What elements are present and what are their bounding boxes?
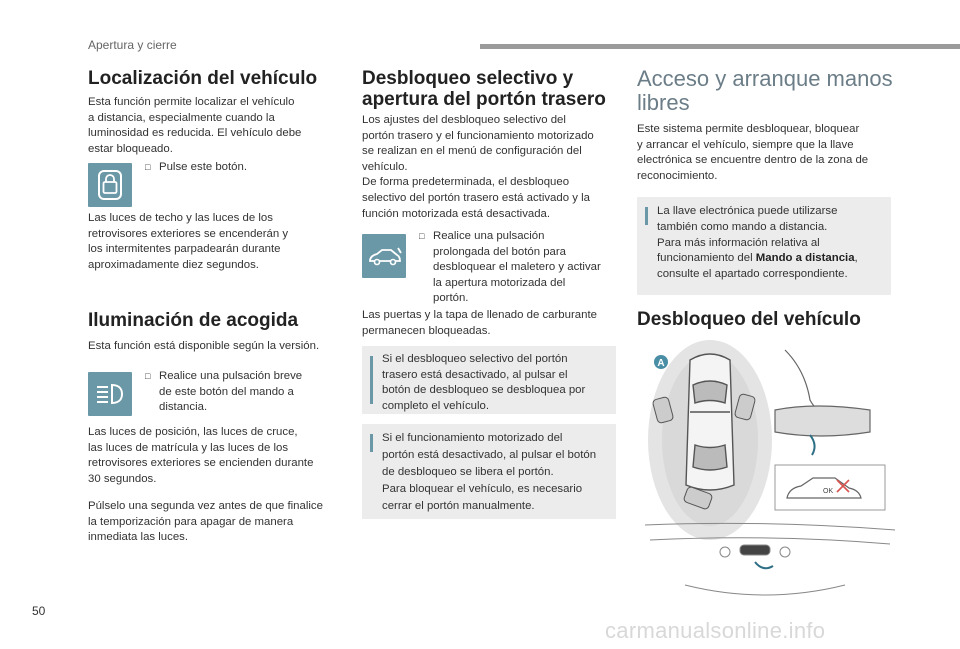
padlock-icon (88, 163, 132, 207)
headlight-button-tile (88, 372, 132, 416)
callout-a-label: A (657, 358, 665, 369)
note-accent-bar (645, 207, 648, 225)
para-selective-settings: Los ajustes del desbloqueo selectivo del portón trasero y el funcionamiento motorizado se realizan en el menú de configuración del vehículo. De forma predeterminada, el desbloqueo selectivo del portón trasero está activado y la función motorizada está desactivada. (362, 114, 594, 220)
step-short-press: □ Realice una pulsación breve de este botón del mando a distancia. (145, 370, 303, 414)
title-hands-free: Acceso y arranque manos libres (637, 66, 893, 115)
note-text: Si el desbloqueo selectivo del portón trasero está desactivado, al pulsar el botón de desbloqueo se desbloquea por completo el vehículo. (382, 353, 586, 412)
note-text: La llave electrónica puede utilizarse también como mando a distancia. Para más información relativa al funcionamiento del Mando a distancia, consulte el apartado correspondiente. (657, 205, 858, 281)
remote-control-link-text: Mando a distancia (755, 252, 855, 265)
note-motorized-disabled (362, 424, 616, 519)
title-vehicle-location: Localización del vehículo (88, 68, 318, 89)
title-welcome-lighting: Iluminación de acogida (88, 310, 299, 331)
card-ok-label: OK (823, 488, 834, 495)
tailgate-button-tile (362, 234, 406, 278)
car-tailgate-icon (362, 234, 406, 278)
hand-on-door-handle-icon (775, 350, 870, 455)
para-location-intro: Esta función permite localizar el vehículo a distancia, especialmente cuando la luminosidad es reducida. El vehículo debe estar bloqueado. (88, 96, 302, 155)
para-lights-flash: Las luces de techo y las luces de los retrovisores exteriores se encenderán y los intermitentes parpadearán durante aproximadamente diez segundos. (88, 212, 289, 271)
section-header: Apertura y cierre (88, 38, 177, 52)
watermark-text: carmanualsonline.info (605, 618, 826, 643)
step-press-button: □ Pulse este botón. (145, 160, 335, 176)
title-unlock-vehicle: Desbloqueo del vehículo (637, 309, 861, 330)
para-lights-on: Las luces de posición, las luces de cruce, las luces de matrícula y las luces de los retrovisores exteriores se encienden durante 30 segundos. (88, 426, 314, 485)
headlight-icon (88, 372, 132, 416)
checkbox-bullet-icon: □ (145, 162, 151, 172)
note-electronic-key (637, 197, 891, 295)
lock-button-tile (88, 163, 132, 207)
tailgate-handle-icon (645, 523, 895, 595)
step-long-press: □ Realice una pulsación prolongada del botón para desbloquear el maletero y activar la apertura motorizada del portón. (419, 230, 601, 305)
para-second-press: Púlselo una segunda vez antes de que finalice la temporización para apagar de manera inmediata las luces. (88, 500, 323, 544)
note-accent-bar (370, 356, 373, 404)
checkbox-bullet-icon: □ (145, 371, 151, 381)
para-hands-free-intro: Este sistema permite desbloquear, bloquear y arrancar el vehículo, siempre que la llave electrónica se encuentre dentro de la zona de reconocimiento. (637, 123, 869, 182)
note-selective-disabled (362, 346, 616, 414)
car-top-view-icon (686, 354, 734, 490)
unlock-illustration (645, 340, 895, 610)
header-rule (480, 44, 960, 49)
note-accent-bar (370, 434, 373, 452)
para-welcome-availability: Esta función está disponible según la versión. (88, 340, 320, 352)
checkbox-bullet-icon: □ (419, 231, 425, 241)
note-text: Si el funcionamiento motorizado del portón está desactivado, al pulsar el botón de desbloqueo se libera el portón. Para bloquear el vehículo, es necesario cerrar el portón manualmente. (382, 432, 597, 512)
title-selective-unlock: Desbloqueo selectivo y apertura del portón trasero (362, 68, 606, 110)
para-doors-locked: Las puertas y la tapa de llenado de carburante permanecen bloqueadas. (362, 309, 597, 337)
page-number: 50 (32, 604, 46, 618)
